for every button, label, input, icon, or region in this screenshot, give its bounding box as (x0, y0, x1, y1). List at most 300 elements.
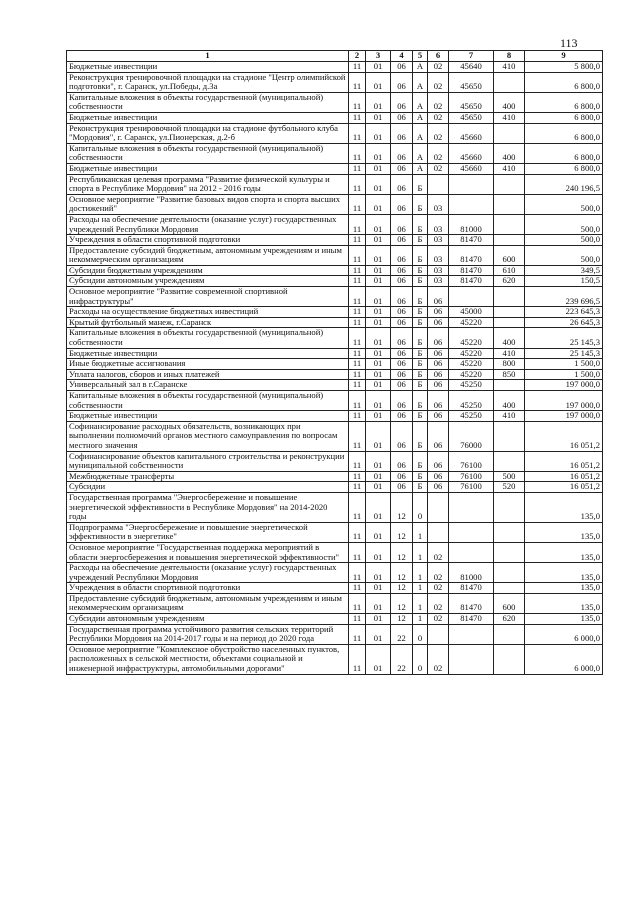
row-code-subsection: 01 (366, 359, 391, 370)
row-code-activity: 06 (428, 471, 449, 482)
table-row (67, 112, 603, 123)
row-name-cell: Основное мероприятие "Комплексное обустройство населенных пунктов, расположенных в сельской местности, объектами социальной и инженерной инфраструктуры, автомобильными дорогами" (67, 644, 349, 674)
table-row (67, 287, 603, 307)
row-code-target: 76100 (449, 451, 494, 471)
row-name-cell: Учреждения в области спортивной подготовки (67, 235, 349, 246)
row-code-section: 11 (349, 644, 366, 674)
row-code-subsection: 01 (366, 265, 391, 276)
row-code-activity: 02 (428, 123, 449, 143)
col-header-name: 1 (67, 51, 349, 62)
row-code-target: 45220 (449, 328, 494, 348)
row-code-subsection: 01 (366, 112, 391, 123)
row-amount-cell: 25 145,3 (525, 328, 603, 348)
col-header-amount: 9 (525, 51, 603, 62)
row-code-section: 11 (349, 72, 366, 92)
table-row (67, 583, 603, 594)
row-code-expense-type (494, 522, 525, 542)
row-code-target: 45650 (449, 112, 494, 123)
row-code-target: 45660 (449, 143, 494, 163)
row-code-target: 45220 (449, 369, 494, 380)
row-code-subprogram: Б (413, 471, 428, 482)
row-code-section: 11 (349, 482, 366, 493)
row-code-program: 06 (391, 482, 413, 493)
row-code-program: 06 (391, 163, 413, 174)
table-row (67, 62, 603, 73)
row-code-subsection: 01 (366, 644, 391, 674)
row-name-cell: Субсидии бюджетным учреждениям (67, 265, 349, 276)
row-code-subprogram: А (413, 112, 428, 123)
row-code-target: 76000 (449, 421, 494, 451)
row-name-cell: Бюджетные инвестиции (67, 112, 349, 123)
row-code-target: 45660 (449, 163, 494, 174)
row-code-target (449, 492, 494, 522)
row-amount-cell: 135,0 (525, 542, 603, 562)
row-code-subprogram: Б (413, 307, 428, 318)
row-code-section: 11 (349, 328, 366, 348)
row-code-section: 11 (349, 563, 366, 583)
row-code-subprogram: А (413, 92, 428, 112)
row-code-subprogram: Б (413, 482, 428, 493)
table-row (67, 391, 603, 411)
row-code-section: 11 (349, 245, 366, 265)
row-code-expense-type (494, 542, 525, 562)
row-name-cell: Капитальные вложения в объекты государственной (муниципальной) собственности (67, 328, 349, 348)
row-code-program: 06 (391, 265, 413, 276)
table-row (67, 380, 603, 391)
row-code-expense-type (494, 563, 525, 583)
row-code-program: 22 (391, 624, 413, 644)
row-amount-cell: 135,0 (525, 492, 603, 522)
row-code-section: 11 (349, 62, 366, 73)
row-code-target: 45000 (449, 307, 494, 318)
row-code-activity (428, 522, 449, 542)
row-code-program: 12 (391, 492, 413, 522)
table-row (67, 421, 603, 451)
row-code-subsection: 01 (366, 391, 391, 411)
row-amount-cell: 135,0 (525, 522, 603, 542)
row-code-target: 81000 (449, 563, 494, 583)
row-code-expense-type (494, 123, 525, 143)
row-amount-cell: 349,5 (525, 265, 603, 276)
row-code-subsection: 01 (366, 92, 391, 112)
row-name-cell: Основное мероприятие "Развитие базовых видов спорта и спорта высших достижений" (67, 194, 349, 214)
row-code-program: 06 (391, 174, 413, 194)
row-amount-cell: 500,0 (525, 214, 603, 234)
row-code-target: 81470 (449, 276, 494, 287)
row-amount-cell: 197 000,0 (525, 391, 603, 411)
row-code-subsection: 01 (366, 614, 391, 625)
row-code-expense-type (494, 317, 525, 328)
row-code-subsection: 01 (366, 593, 391, 613)
row-code-activity: 06 (428, 451, 449, 471)
row-amount-cell: 239 696,5 (525, 287, 603, 307)
row-code-expense-type (494, 174, 525, 194)
row-code-target: 76100 (449, 482, 494, 493)
row-amount-cell: 6 800,0 (525, 143, 603, 163)
row-amount-cell: 500,0 (525, 194, 603, 214)
budget-table (66, 50, 603, 675)
row-code-subsection: 01 (366, 421, 391, 451)
row-code-subsection: 01 (366, 163, 391, 174)
table-row (67, 317, 603, 328)
row-code-expense-type: 410 (494, 62, 525, 73)
row-name-cell: Расходы на обеспечение деятельности (оказание услуг) государственных учреждений Республики Мордовия (67, 563, 349, 583)
row-code-subprogram: Б (413, 359, 428, 370)
row-code-expense-type: 400 (494, 391, 525, 411)
row-code-subprogram: А (413, 62, 428, 73)
row-code-subsection: 01 (366, 328, 391, 348)
table-row (67, 522, 603, 542)
row-amount-cell: 1 500,0 (525, 369, 603, 380)
table-row (67, 245, 603, 265)
row-amount-cell: 135,0 (525, 583, 603, 594)
row-amount-cell: 197 000,0 (525, 380, 603, 391)
row-code-activity: 02 (428, 583, 449, 594)
row-code-target: 81470 (449, 583, 494, 594)
row-amount-cell: 6 000,0 (525, 624, 603, 644)
row-code-section: 11 (349, 624, 366, 644)
table-row (67, 492, 603, 522)
row-code-subsection: 01 (366, 287, 391, 307)
row-code-program: 12 (391, 563, 413, 583)
row-code-subprogram: 1 (413, 583, 428, 594)
row-code-subsection: 01 (366, 307, 391, 318)
row-code-program: 06 (391, 411, 413, 422)
row-code-expense-type: 600 (494, 245, 525, 265)
row-code-target: 81470 (449, 593, 494, 613)
row-code-program: 12 (391, 583, 413, 594)
row-code-program: 06 (391, 143, 413, 163)
table-row (67, 348, 603, 359)
row-code-subsection: 01 (366, 276, 391, 287)
row-code-section: 11 (349, 174, 366, 194)
row-code-expense-type: 620 (494, 276, 525, 287)
row-code-subprogram: Б (413, 391, 428, 411)
table-body (67, 62, 603, 675)
row-code-program: 06 (391, 391, 413, 411)
row-name-cell: Уплата налогов, сборов и иных платежей (67, 369, 349, 380)
row-code-section: 11 (349, 123, 366, 143)
table-row (67, 359, 603, 370)
row-code-activity: 06 (428, 482, 449, 493)
row-amount-cell: 16 051,2 (525, 482, 603, 493)
row-name-cell: Реконструкция тренировочной площадки на стадионе футбольного клуба "Мордовия", г. Саранск, ул.Пионерская, д.2-б (67, 123, 349, 143)
col-header-7: 7 (449, 51, 494, 62)
row-name-cell: Бюджетные инвестиции (67, 348, 349, 359)
row-amount-cell: 1 500,0 (525, 359, 603, 370)
row-code-expense-type: 400 (494, 92, 525, 112)
row-code-target (449, 174, 494, 194)
row-code-section: 11 (349, 317, 366, 328)
row-code-activity: 03 (428, 214, 449, 234)
row-code-expense-type: 620 (494, 614, 525, 625)
table-row (67, 614, 603, 625)
row-code-program: 06 (391, 348, 413, 359)
row-code-target (449, 644, 494, 674)
row-amount-cell: 16 051,2 (525, 421, 603, 451)
row-name-cell: Субсидии (67, 482, 349, 493)
row-amount-cell: 135,0 (525, 593, 603, 613)
row-code-activity: 02 (428, 112, 449, 123)
row-code-subprogram: Б (413, 328, 428, 348)
row-code-target (449, 287, 494, 307)
row-amount-cell: 150,5 (525, 276, 603, 287)
row-amount-cell: 6 800,0 (525, 92, 603, 112)
row-code-program: 22 (391, 644, 413, 674)
row-code-subprogram: А (413, 123, 428, 143)
row-code-subprogram: Б (413, 276, 428, 287)
row-code-subsection: 01 (366, 317, 391, 328)
row-code-subsection: 01 (366, 348, 391, 359)
row-code-target: 81470 (449, 235, 494, 246)
row-name-cell: Иные бюджетные ассигнования (67, 359, 349, 370)
row-amount-cell: 6 800,0 (525, 112, 603, 123)
row-name-cell: Предоставление субсидий бюджетным, автономным учреждениям и иным некоммерческим организациям (67, 593, 349, 613)
table-row (67, 471, 603, 482)
row-code-section: 11 (349, 194, 366, 214)
row-code-activity: 02 (428, 593, 449, 613)
row-code-section: 11 (349, 583, 366, 594)
col-header-5: 5 (413, 51, 428, 62)
row-code-program: 06 (391, 194, 413, 214)
row-code-subprogram: 0 (413, 492, 428, 522)
row-code-activity: 02 (428, 614, 449, 625)
row-code-program: 06 (391, 214, 413, 234)
row-code-subsection: 01 (366, 123, 391, 143)
table-row (67, 194, 603, 214)
row-code-expense-type (494, 380, 525, 391)
row-code-activity: 06 (428, 307, 449, 318)
table-row (67, 143, 603, 163)
row-code-subprogram: 0 (413, 624, 428, 644)
row-code-target: 45660 (449, 123, 494, 143)
row-code-section: 11 (349, 348, 366, 359)
page-number: 113 (560, 36, 578, 50)
row-code-activity: 02 (428, 62, 449, 73)
row-code-subprogram: Б (413, 287, 428, 307)
row-amount-cell: 500,0 (525, 245, 603, 265)
row-code-expense-type: 410 (494, 163, 525, 174)
row-amount-cell: 26 645,3 (525, 317, 603, 328)
table-row (67, 482, 603, 493)
table-row (67, 369, 603, 380)
table-row (67, 163, 603, 174)
row-code-subprogram: 1 (413, 614, 428, 625)
row-code-expense-type (494, 421, 525, 451)
row-code-activity: 03 (428, 265, 449, 276)
row-name-cell: Государственная программа "Энергосбережение и повышение энергетической эффективности в Республике Мордовия" на 2014-2020 годы (67, 492, 349, 522)
row-code-expense-type: 410 (494, 411, 525, 422)
row-code-subsection: 01 (366, 522, 391, 542)
row-code-subprogram: Б (413, 214, 428, 234)
row-code-target: 81470 (449, 614, 494, 625)
row-code-section: 11 (349, 112, 366, 123)
row-code-subprogram: Б (413, 194, 428, 214)
row-code-target (449, 522, 494, 542)
row-code-section: 11 (349, 369, 366, 380)
row-code-program: 06 (391, 317, 413, 328)
row-code-subsection: 01 (366, 245, 391, 265)
row-name-cell: Предоставление субсидий бюджетным, автономным учреждениям и иным некоммерческим организациям (67, 245, 349, 265)
row-code-activity: 03 (428, 276, 449, 287)
col-header-3: 3 (366, 51, 391, 62)
row-code-activity: 03 (428, 194, 449, 214)
row-code-subprogram: Б (413, 235, 428, 246)
row-name-cell: Крытый футбольный манеж, г.Саранск (67, 317, 349, 328)
row-code-target: 45650 (449, 92, 494, 112)
table-row (67, 328, 603, 348)
row-code-target: 81470 (449, 245, 494, 265)
row-code-program: 06 (391, 92, 413, 112)
row-code-section: 11 (349, 471, 366, 482)
row-code-activity: 02 (428, 163, 449, 174)
row-code-program: 06 (391, 287, 413, 307)
row-code-expense-type (494, 307, 525, 318)
row-code-target: 45250 (449, 391, 494, 411)
row-name-cell: Бюджетные инвестиции (67, 163, 349, 174)
row-code-subprogram: Б (413, 451, 428, 471)
table-row (67, 411, 603, 422)
row-name-cell: Капитальные вложения в объекты государственной (муниципальной) собственности (67, 92, 349, 112)
row-amount-cell: 197 000,0 (525, 411, 603, 422)
row-code-subsection: 01 (366, 542, 391, 562)
row-code-subsection: 01 (366, 492, 391, 522)
row-code-activity: 02 (428, 542, 449, 562)
table-header-row (67, 51, 603, 62)
row-code-program: 06 (391, 369, 413, 380)
row-code-activity: 02 (428, 644, 449, 674)
row-code-program: 06 (391, 235, 413, 246)
table-row (67, 174, 603, 194)
row-name-cell: Субсидии автономным учреждениям (67, 276, 349, 287)
row-name-cell: Расходы на обеспечение деятельности (оказание услуг) государственных учреждений Республики Мордовия (67, 214, 349, 234)
row-code-subprogram: Б (413, 348, 428, 359)
table-row (67, 72, 603, 92)
table-row (67, 644, 603, 674)
row-code-section: 11 (349, 287, 366, 307)
row-code-program: 06 (391, 359, 413, 370)
row-code-activity: 06 (428, 369, 449, 380)
row-code-target: 76100 (449, 471, 494, 482)
row-name-cell: Межбюджетные трансферты (67, 471, 349, 482)
row-code-subsection: 01 (366, 451, 391, 471)
row-code-subsection: 01 (366, 369, 391, 380)
row-code-expense-type: 600 (494, 593, 525, 613)
row-code-section: 11 (349, 276, 366, 287)
row-name-cell: Учреждения в области спортивной подготовки (67, 583, 349, 594)
row-name-cell: Универсальный зал в г.Саранске (67, 380, 349, 391)
row-code-expense-type (494, 72, 525, 92)
table-row (67, 593, 603, 613)
col-header-8: 8 (494, 51, 525, 62)
row-amount-cell: 5 800,0 (525, 62, 603, 73)
row-code-activity: 06 (428, 348, 449, 359)
row-code-subsection: 01 (366, 624, 391, 644)
row-name-cell: Софинансирование расходных обязательств, возникающих при выполнении полномочий органов местного самоуправления по вопросам местного значения (67, 421, 349, 451)
row-code-subsection: 01 (366, 471, 391, 482)
row-code-subprogram: Б (413, 265, 428, 276)
row-amount-cell: 223 645,3 (525, 307, 603, 318)
row-code-activity: 02 (428, 72, 449, 92)
col-header-6: 6 (428, 51, 449, 62)
row-amount-cell: 6 800,0 (525, 163, 603, 174)
row-code-target: 45220 (449, 359, 494, 370)
row-code-activity: 02 (428, 92, 449, 112)
row-code-subprogram: Б (413, 411, 428, 422)
row-code-section: 11 (349, 451, 366, 471)
row-name-cell: Основное мероприятие "Развитие современной спортивной инфраструктуры" (67, 287, 349, 307)
row-code-section: 11 (349, 359, 366, 370)
row-code-activity (428, 492, 449, 522)
row-code-section: 11 (349, 307, 366, 318)
col-header-2: 2 (349, 51, 366, 62)
row-code-subprogram: 1 (413, 522, 428, 542)
row-code-subprogram: Б (413, 245, 428, 265)
row-code-section: 11 (349, 92, 366, 112)
row-code-section: 11 (349, 542, 366, 562)
table-row (67, 123, 603, 143)
row-code-expense-type (494, 451, 525, 471)
row-code-target: 45250 (449, 380, 494, 391)
row-code-activity: 06 (428, 391, 449, 411)
row-code-expense-type (494, 214, 525, 234)
row-name-cell: Капитальные вложения в объекты государственной (муниципальной) собственности (67, 143, 349, 163)
row-amount-cell: 16 051,2 (525, 451, 603, 471)
row-code-program: 06 (391, 62, 413, 73)
col-header-4: 4 (391, 51, 413, 62)
row-code-section: 11 (349, 214, 366, 234)
row-code-target: 81000 (449, 214, 494, 234)
table-row (67, 307, 603, 318)
row-code-program: 06 (391, 421, 413, 451)
row-code-activity: 02 (428, 563, 449, 583)
row-code-expense-type: 520 (494, 482, 525, 493)
row-code-target: 45250 (449, 411, 494, 422)
row-code-expense-type (494, 644, 525, 674)
row-code-section: 11 (349, 391, 366, 411)
row-amount-cell: 6 800,0 (525, 72, 603, 92)
row-code-subprogram: А (413, 163, 428, 174)
row-code-program: 06 (391, 112, 413, 123)
row-amount-cell: 6 000,0 (525, 644, 603, 674)
row-code-section: 11 (349, 265, 366, 276)
row-code-section: 11 (349, 421, 366, 451)
row-code-activity: 06 (428, 328, 449, 348)
row-code-program: 06 (391, 307, 413, 318)
table-row (67, 563, 603, 583)
row-code-subprogram: А (413, 143, 428, 163)
row-code-expense-type (494, 194, 525, 214)
row-code-target: 81470 (449, 265, 494, 276)
row-name-cell: Бюджетные инвестиции (67, 411, 349, 422)
row-code-activity: 06 (428, 421, 449, 451)
row-code-section: 11 (349, 492, 366, 522)
row-code-target (449, 542, 494, 562)
row-code-subprogram: 1 (413, 542, 428, 562)
row-code-expense-type: 610 (494, 265, 525, 276)
row-code-section: 11 (349, 593, 366, 613)
row-name-cell: Расходы на осуществление бюджетных инвестиций (67, 307, 349, 318)
row-code-program: 12 (391, 522, 413, 542)
row-code-section: 11 (349, 614, 366, 625)
table-row (67, 235, 603, 246)
row-code-program: 06 (391, 451, 413, 471)
row-code-expense-type (494, 287, 525, 307)
table-row (67, 265, 603, 276)
row-code-expense-type: 400 (494, 328, 525, 348)
row-amount-cell: 135,0 (525, 614, 603, 625)
row-code-activity (428, 174, 449, 194)
